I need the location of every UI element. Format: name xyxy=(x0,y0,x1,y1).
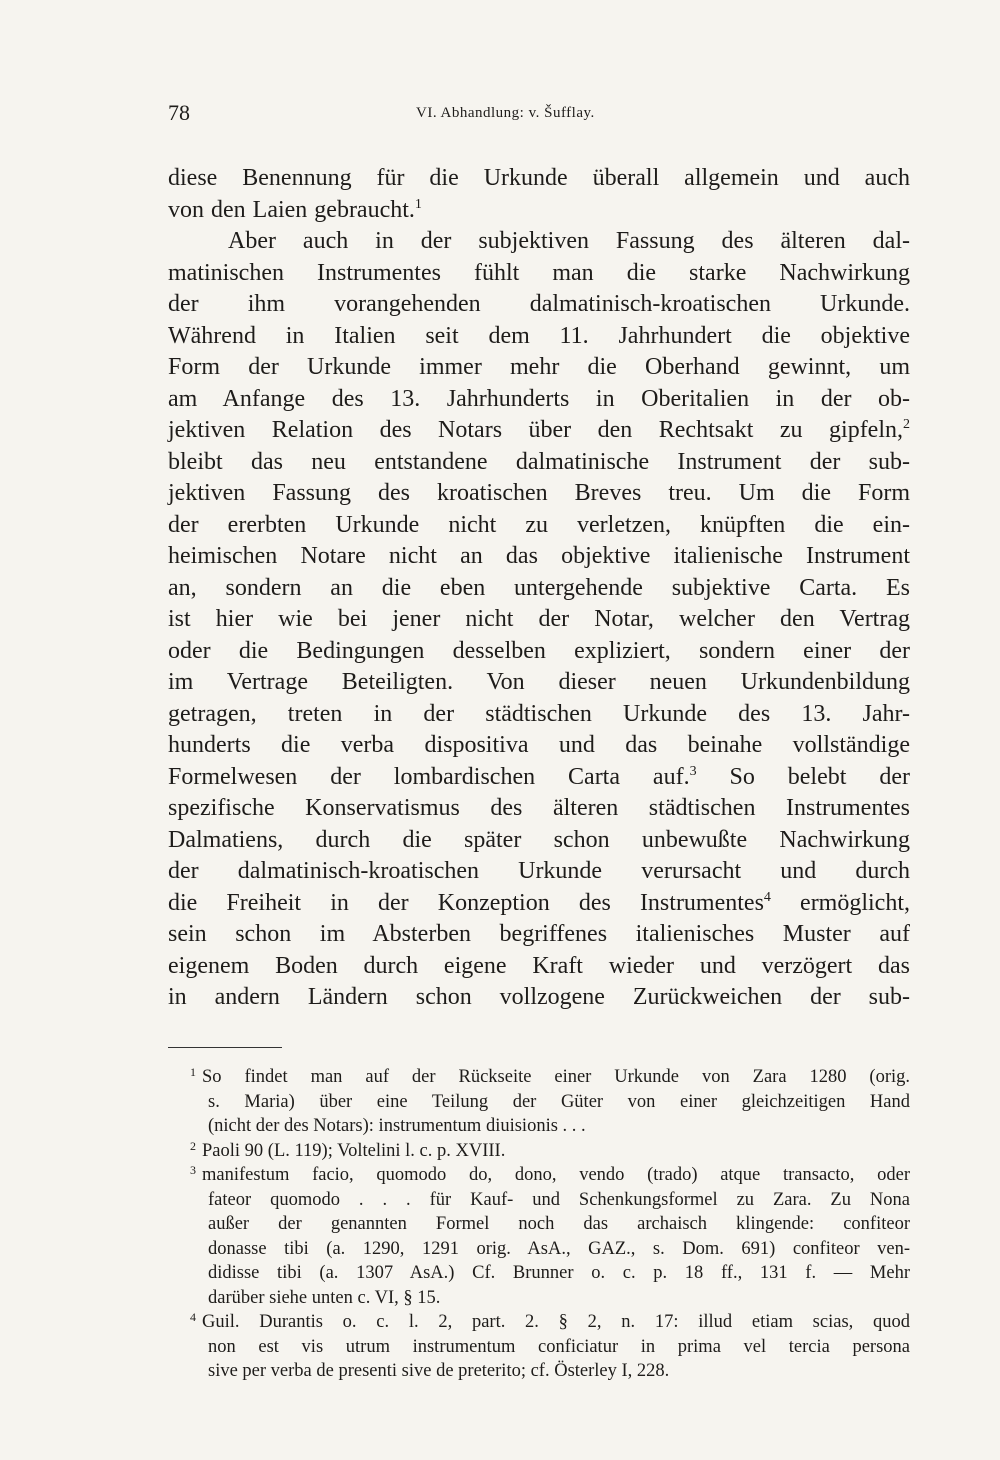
text-line xyxy=(168,195,910,227)
text-line-content: jektiven Fassung des kroatischen Breves treu. Um die Form xyxy=(168,480,910,506)
text-line xyxy=(168,604,910,636)
text-line xyxy=(168,352,910,384)
text-line-continuation: ermöglicht, xyxy=(770,889,911,916)
footnote-text: s. Maria) über eine Teilung der Güter von einer gleichzeitigen Hand xyxy=(208,1091,910,1112)
footnote-text: außer der genannten Formel noch das archaisch klingende: confiteor xyxy=(208,1214,910,1234)
text-line xyxy=(168,762,910,794)
text-line-content: in andern Ländern schon vollzogene Zurückweichen der sub- xyxy=(168,984,910,1010)
text-line xyxy=(168,447,910,479)
footnote-line xyxy=(168,1114,910,1139)
page-number: 78 xyxy=(168,100,190,125)
text-line-content: oder die Bedingungen desselben expliziert, sondern einer der xyxy=(168,637,910,664)
footnote-number: 4 xyxy=(190,1310,196,1324)
text-line-content: der ihm vorangehenden dalmatinisch-kroatischen Urkunde. xyxy=(168,291,910,317)
footnote-line xyxy=(168,1237,910,1262)
footnote-line xyxy=(168,1065,910,1090)
text-line-content: Form der Urkunde immer mehr die Oberhand gewinnt, um xyxy=(168,354,910,380)
text-line xyxy=(168,258,910,290)
footnote-number: 3 xyxy=(190,1163,196,1177)
footnote-reference: 3 xyxy=(689,763,697,779)
footnote-text: donasse tibi (a. 1290, 1291 orig. AsA., GAZ., s. Dom. 691) confiteor ven- xyxy=(208,1238,910,1259)
text-line xyxy=(168,163,910,195)
running-head: VI. Abhandlung: v. Šufflay. xyxy=(416,105,595,121)
text-line-content: an, sondern an die eben untergehende subjektive Carta. Es xyxy=(168,574,910,601)
footnote-reference: 2 xyxy=(903,417,910,432)
footnote-text: So findet man auf der Rückseite einer Urkunde von Zara 1280 (orig. xyxy=(202,1067,910,1087)
text-line-content: die Freiheit in der Konzeption des Instrumentes xyxy=(168,889,764,916)
text-line-content: von den Laien gebraucht. xyxy=(168,196,415,223)
text-line xyxy=(168,982,910,1014)
footnote-line xyxy=(168,1335,910,1360)
text-line xyxy=(168,888,910,920)
footnote-separator xyxy=(168,1047,282,1048)
text-line xyxy=(168,825,910,857)
footnote-text: darüber siehe unten c. VI, § 15. xyxy=(208,1287,441,1308)
text-line xyxy=(168,541,910,573)
text-line xyxy=(168,856,910,888)
footnote-line xyxy=(168,1212,910,1237)
text-line-content: Aber auch in der subjektiven Fassung des älteren dal- xyxy=(228,228,910,254)
text-line-content: hunderts die verba dispositiva und das beinahe vollständige xyxy=(168,732,910,758)
footnote-line xyxy=(168,1163,910,1188)
text-line xyxy=(168,793,910,825)
footnote-line xyxy=(168,1261,910,1286)
text-line-content: heimischen Notare nicht an das objektive italienische Instrument xyxy=(168,543,910,569)
text-line-content: der dalmatinisch-kroatischen Urkunde verursacht und durch xyxy=(168,858,910,884)
footnote-number: 2 xyxy=(190,1138,196,1153)
text-line-content: Dalmatiens, durch die später schon unbewußte Nachwirkung xyxy=(168,826,910,853)
footnote-text: fateor quomodo . . . für Kauf- und Schenkungsformel zu Zara. Zu Nona xyxy=(208,1189,910,1210)
text-line-content: getragen, treten in der städtischen Urkunde des 13. Jahr- xyxy=(168,700,910,727)
footnote-reference: 4 xyxy=(763,889,771,905)
text-line-content: der ererbten Urkunde nicht zu verletzen, knüpften die ein- xyxy=(168,511,910,538)
text-line-content: diese Benennung für die Urkunde überall allgemein und auch xyxy=(168,165,910,191)
text-line xyxy=(168,289,910,321)
footnote-text: Guil. Durantis o. c. l. 2, part. 2. § 2, n. 17: illud etiam scias, quod xyxy=(202,1312,910,1332)
page-header xyxy=(168,100,910,130)
footnote-text: didisse tibi (a. 1307 AsA.) Cf. Brunner o. c. p. 18 ff., 131 f. — Mehr xyxy=(208,1263,910,1283)
text-line-content: Während in Italien seit dem 11. Jahrhundert die objektive xyxy=(168,322,910,349)
text-line-content: sein schon im Absterben begriffenes italienisches Muster auf xyxy=(168,921,910,947)
text-line xyxy=(168,478,910,510)
text-line-content: ist hier wie bei jener nicht der Notar, welcher den Vertrag xyxy=(168,606,910,632)
footnote-line xyxy=(168,1090,910,1115)
text-line xyxy=(168,919,910,951)
footnote-text: manifestum facio, quomodo do, dono, vendo (trado) atque transacto, oder xyxy=(202,1165,910,1185)
text-line-content: spezifische Konservatismus des älteren städtischen Instrumentes xyxy=(168,795,910,821)
text-line-content: jektiven Relation des Notars über den Rechtsakt zu gipfeln, xyxy=(168,417,903,443)
text-line-content: im Vertrage Beteiligten. Von dieser neuen Urkundenbildung xyxy=(168,669,910,695)
footnote-text: non est vis utrum instrumentum conficiatur in prima vel tercia persona xyxy=(208,1336,910,1357)
text-line-content: matinischen Instrumentes fühlt man die starke Nachwirkung xyxy=(168,259,910,286)
text-line xyxy=(168,667,910,699)
footnote-line xyxy=(168,1286,910,1311)
text-line xyxy=(168,510,910,542)
text-line xyxy=(168,951,910,983)
footnotes xyxy=(168,1065,910,1384)
text-line-continuation: So belebt der xyxy=(696,763,910,790)
text-line xyxy=(168,226,910,258)
text-line-content: bleibt das neu entstandene dalmatinische Instrument der sub- xyxy=(168,448,910,475)
text-line xyxy=(168,636,910,668)
footnote-number: 1 xyxy=(190,1065,196,1079)
footnote-line xyxy=(168,1188,910,1213)
footnote-text: sive per verba de presenti sive de preterito; cf. Österley I, 228. xyxy=(208,1361,670,1381)
footnote-reference: 1 xyxy=(414,196,422,212)
text-line xyxy=(168,730,910,762)
footnote-line xyxy=(168,1359,910,1384)
footnote-line xyxy=(168,1310,910,1335)
text-line-content: eigenem Boden durch eigene Kraft wieder und verzögert das xyxy=(168,952,910,979)
text-line xyxy=(168,321,910,353)
text-line xyxy=(168,573,910,605)
footnote-text: (nicht der des Notars): instrumentum diuisionis . . . xyxy=(208,1116,586,1136)
text-line-content: am Anfange des 13. Jahrhunderts in Oberitalien in der ob- xyxy=(168,385,910,412)
text-line xyxy=(168,699,910,731)
footnote-line xyxy=(168,1139,910,1164)
text-line xyxy=(168,384,910,416)
text-line xyxy=(168,415,910,447)
footnote-text: Paoli 90 (L. 119); Voltelini l. c. p. XVIII. xyxy=(202,1140,506,1161)
text-line-content: Formelwesen der lombardischen Carta auf. xyxy=(168,763,690,790)
body-text xyxy=(168,163,910,1014)
